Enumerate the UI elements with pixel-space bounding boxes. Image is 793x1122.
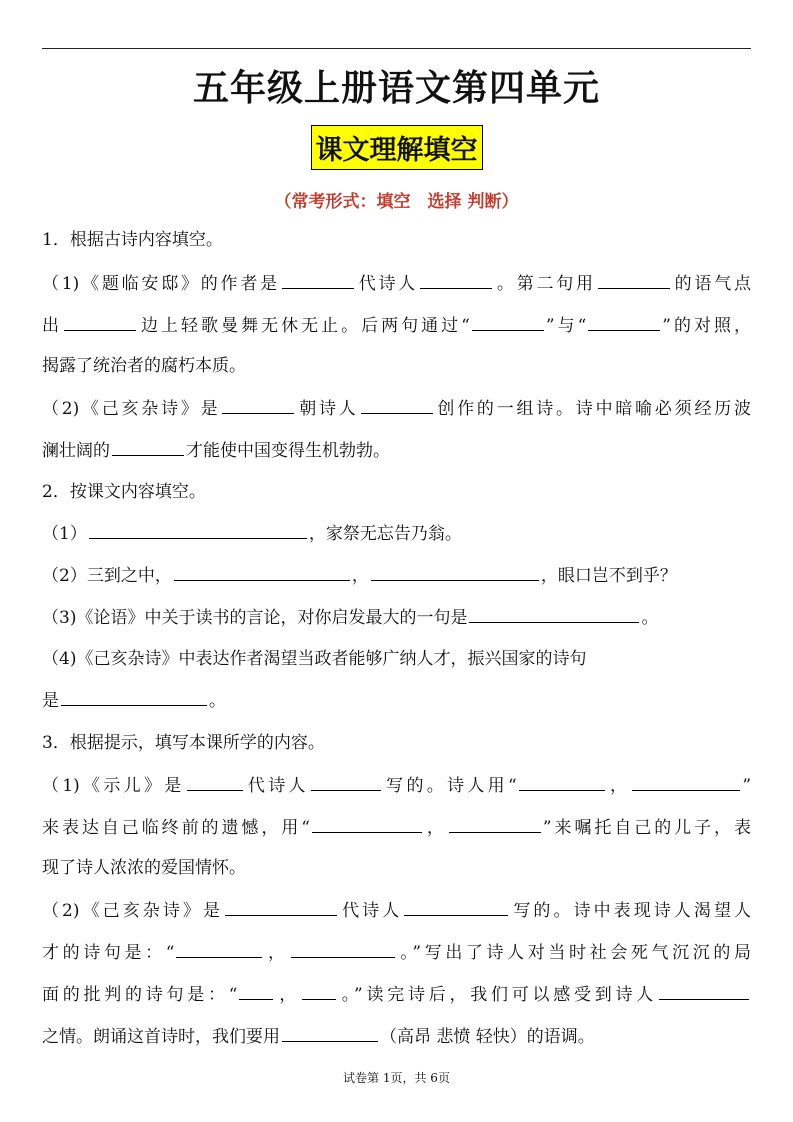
subtitle-highlight: 课文理解填空 [311,125,483,170]
q1-p1-line2: 出 边上轻歌曼舞无休无止。后两句通过“ ”与“ ”的对照， [42,313,751,338]
blank[interactable] [469,605,639,623]
q3-stem: 3．根据提示，填写本课所学的内容。 [42,733,325,753]
exam-forms-note: （常考形式：填空 选择 判断） [274,192,519,212]
blank[interactable] [174,563,350,581]
blank[interactable] [404,898,508,916]
q2-p4-line2: 是 。 [42,688,751,713]
q2-stem: 2．按课文内容填空。 [42,482,206,502]
page-footer: 试卷第 1页，共 6页 [343,1071,450,1085]
q3-p1-line1: （1)《示儿》是 代诗人 写的。诗人用“ ， ” [42,773,751,798]
q3-p2-line1: （2)《己亥杂诗》是 代诗人 写的。诗中表现诗人渴望人 [42,898,751,923]
page-title: 五年级上册语文第四单元 [192,68,600,109]
blank[interactable] [239,982,273,1000]
blank[interactable] [632,773,740,791]
q2-p2: （2）三到之中， ， ，眼口岂不到乎？ [42,563,751,588]
blank[interactable] [449,815,541,833]
blank[interactable] [588,313,660,331]
blank[interactable] [302,982,336,1000]
q3-p2-line3: 面的批判的诗句是：“ ， 。”读完诗后，我们可以感受到诗人 [42,982,751,1007]
q2-p4-line1: （4)《己亥杂诗》中表达作者渴望当政者能够广纳人才，振兴国家的诗句 [42,649,587,669]
blank[interactable] [112,438,184,456]
blank[interactable] [291,940,395,958]
blank[interactable] [282,271,354,289]
blank[interactable] [598,271,670,289]
blank[interactable] [420,271,492,289]
q2-p1: （1） ，家祭无忘告乃翁。 [42,521,751,546]
blank[interactable] [659,982,749,1000]
q1-p2-line2: 澜壮阔的 才能使中国变得生机勃勃。 [42,438,751,463]
blank[interactable] [312,815,422,833]
blank[interactable] [89,521,307,539]
blank[interactable] [472,313,544,331]
blank[interactable] [282,1024,378,1042]
q1-p1-line1: （1)《题临安邸》的作者是 代诗人 。第二句用 的语气点 [42,271,751,296]
q3-p1-line2: 来表达自己临终前的遗憾，用“ ， ”来嘱托自己的儿子，表 [42,815,751,840]
blank[interactable] [225,898,337,916]
blank[interactable] [222,396,294,414]
q1-p2-line1: （2)《己亥杂诗》是 朝诗人 创作的一组诗。诗中暗喻必须经历波 [42,396,751,421]
blank[interactable] [187,773,243,791]
q3-p2-line2: 才的诗句是：“ ， 。”写出了诗人对当时社会死气沉沉的局 [42,940,751,965]
blank[interactable] [361,396,433,414]
blank[interactable] [176,940,262,958]
blank[interactable] [519,773,605,791]
q1-p1-line3: 揭露了统治者的腐朽本质。 [42,356,246,376]
blank[interactable] [311,773,381,791]
q3-p2-line4: 之情。朗诵这首诗时，我们要用 （高昂 悲愤 轻快）的语调。 [42,1024,751,1049]
top-rule [42,48,751,49]
blank[interactable] [61,688,207,706]
subtitle-wrap [0,125,793,170]
q1-stem: 1．根据古诗内容填空。 [42,230,223,250]
blank[interactable] [371,563,539,581]
blank[interactable] [64,313,136,331]
q3-p1-line3: 现了诗人浓浓的爱国情怀。 [42,858,246,878]
q2-p3: （3)《论语》中关于读书的言论，对你启发最大的一句是 。 [42,605,751,630]
